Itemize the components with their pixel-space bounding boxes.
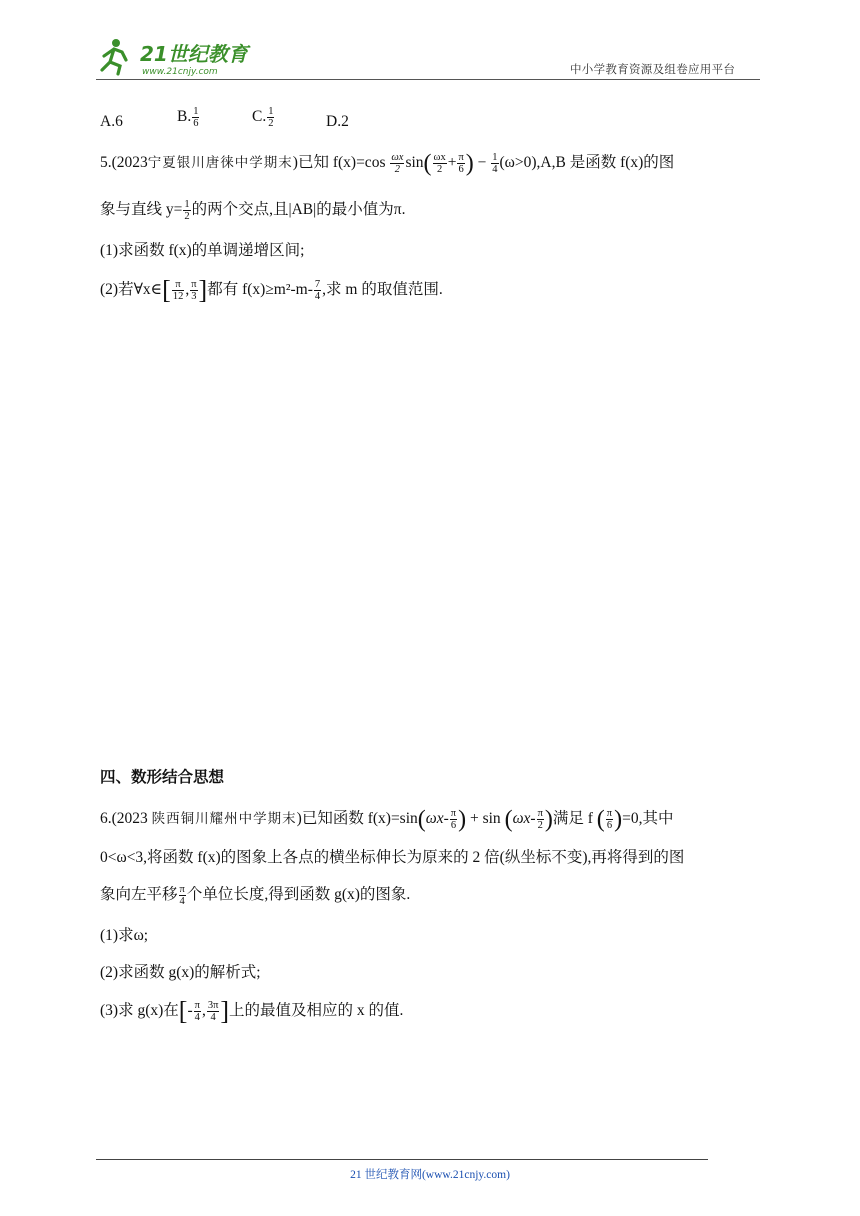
footer-link[interactable]: 21 世纪教育网(www.21cnjy.com) — [350, 1169, 510, 1181]
logo-url: www.21cnjy.com — [142, 67, 218, 77]
option-c: C. $\frac{1}{2}$ — [252, 106, 274, 129]
section-title: 四、数形结合思想 — [100, 768, 225, 786]
header-divider — [96, 79, 760, 80]
q5-line2: 象与直线 y= $\frac{1}{2}$ 的两个交点,且|AB|的最小值为π. — [100, 199, 406, 222]
option-b: B. $\frac{1}{6}$ — [177, 106, 199, 129]
q5-part2: (2)若∀x∈[ $\frac{\pi}{12}$ , $\frac{\pi}{3}$ ]都有 f(x)≥m²-m- $\frac{7}{4}$ ,求 m 的取值范围. — [100, 275, 443, 305]
q5-line1: 5.(2023宁夏银川唐徕中学期末)已知 f(x)=cos $\frac{\omega x}{2}$ sin( $\frac{\omega x}{2}$ + $\frac{\pi}{6}$ ) − $\frac{1}{4}$ (ω>0),A,B 是函数 f(x)的图 — [100, 150, 675, 177]
runner-icon — [102, 39, 126, 74]
q6-part1: (1)求ω; — [100, 927, 149, 944]
header-platform-text: 中小学教育资源及组卷应用平台 — [570, 62, 736, 76]
q6-line2: 0<ω<3,将函数 f(x)的图象上各点的横坐标伸长为原来的 2 倍(纵坐标不变),再将得到的图 — [100, 849, 685, 866]
option-a: A.6 — [100, 113, 123, 130]
site-logo — [96, 36, 261, 80]
q6-part3: (3)求 g(x)在[- $\frac{\pi}{4}$ , $\frac{3\pi}{4}$ ]上的最值及相应的 x 的值. — [100, 996, 404, 1026]
q6-line3: 象向左平移 $\frac{\pi}{4}$ 个单位长度,得到函数 g(x)的图象. — [100, 884, 411, 907]
q6-line1: 6.(2023 陕西铜川耀州中学期末)已知函数 f(x)=sin(ωx- $\frac{\pi}{6}$ ) + sin (ωx- $\frac{\pi}{2}$ )满足 f ( $\frac{\pi}{6}$ )=0,其中 — [100, 806, 674, 833]
q6-part2: (2)求函数 g(x)的解析式; — [100, 964, 261, 981]
logo-text: 21世纪教育 — [140, 42, 248, 66]
q5-part1: (1)求函数 f(x)的单调递增区间; — [100, 242, 305, 259]
option-d: D.2 — [326, 113, 349, 130]
footer-divider — [96, 1159, 708, 1160]
